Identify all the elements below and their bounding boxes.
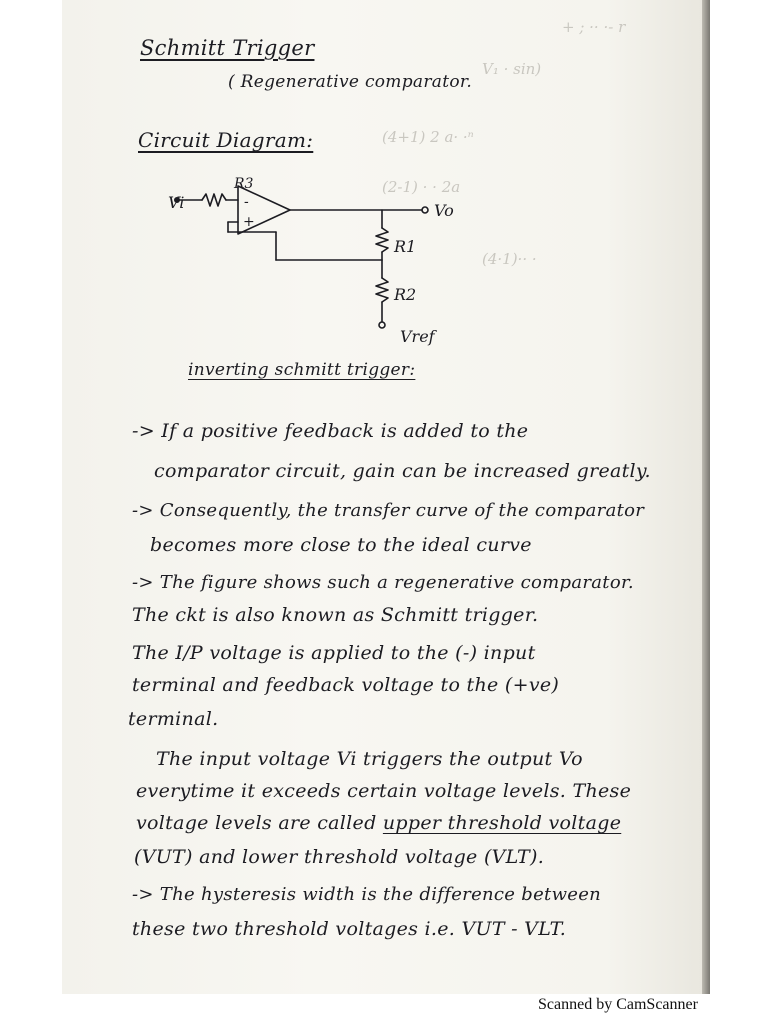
scanned-page — [62, 0, 702, 994]
bleed-through-mark: + ; ·· ·- r — [562, 18, 626, 36]
body-line-8: terminal and feedback voltage to the (+ve) — [132, 674, 560, 696]
circuit-heading: Circuit Diagram: — [138, 128, 314, 152]
bleed-through-mark: V₁ · sin) — [482, 60, 542, 78]
body-line-1: -> If a positive feedback is added to the — [132, 420, 529, 442]
bleed-through-mark: (2-1) · · 2a — [382, 178, 461, 196]
page-edge-shadow — [702, 0, 710, 994]
body-line-14: -> The hysteresis width is the difference between — [132, 884, 602, 905]
output-label: Vo — [434, 201, 454, 220]
body-line-12 — [136, 812, 621, 834]
body-line-3: -> Consequently, the transfer curve of the comparator — [132, 500, 645, 521]
body-line-5: -> The figure shows such a regenerative comparator. — [132, 572, 634, 593]
input-label: Vi — [168, 193, 185, 212]
page-title: Schmitt Trigger — [140, 36, 315, 60]
bleed-through-mark: (4·1)·· · — [482, 250, 537, 268]
body-line-10: The input voltage Vi triggers the output Vo — [156, 748, 583, 770]
underlined-phrase: upper threshold voltage — [382, 812, 622, 834]
schmitt-trigger-circuit — [168, 160, 472, 350]
body-line-11: everytime it exceeds certain voltage levels. These — [136, 780, 632, 802]
vref-label: Vref — [400, 327, 435, 346]
r1-label: R1 — [394, 237, 417, 256]
r2-label: R2 — [394, 285, 417, 304]
plus-sign: + — [243, 214, 255, 230]
r3-label: R3 — [234, 176, 254, 192]
body-line-7: The I/P voltage is applied to the (-) input — [132, 642, 536, 664]
vref-terminal — [379, 322, 385, 328]
output-terminal — [422, 207, 428, 213]
bleed-through-mark: (4+1) 2 a· ·ⁿ — [382, 128, 474, 146]
page-subtitle: ( Regenerative comparator. — [228, 72, 473, 92]
body-line-4: becomes more close to the ideal curve — [150, 534, 532, 556]
section-heading: inverting schmitt trigger: — [188, 360, 416, 380]
body-line-13: (VUT) and lower threshold voltage (VLT). — [134, 846, 545, 868]
voltage-levels-text: voltage levels are called upper threshold voltage — [136, 812, 622, 834]
minus-sign: - — [244, 194, 249, 210]
body-line-9: terminal. — [128, 708, 219, 730]
body-line-15: these two threshold voltages i.e. VUT - VLT. — [132, 918, 567, 940]
resistor-r2 — [376, 278, 388, 302]
camscanner-watermark: Scanned by CamScanner — [538, 996, 698, 1013]
resistor-r1 — [376, 228, 388, 252]
body-line-6: The ckt is also known as Schmitt trigger. — [132, 604, 539, 626]
body-line-2: comparator circuit, gain can be increased greatly. — [154, 460, 651, 482]
resistor-r3 — [202, 194, 226, 206]
